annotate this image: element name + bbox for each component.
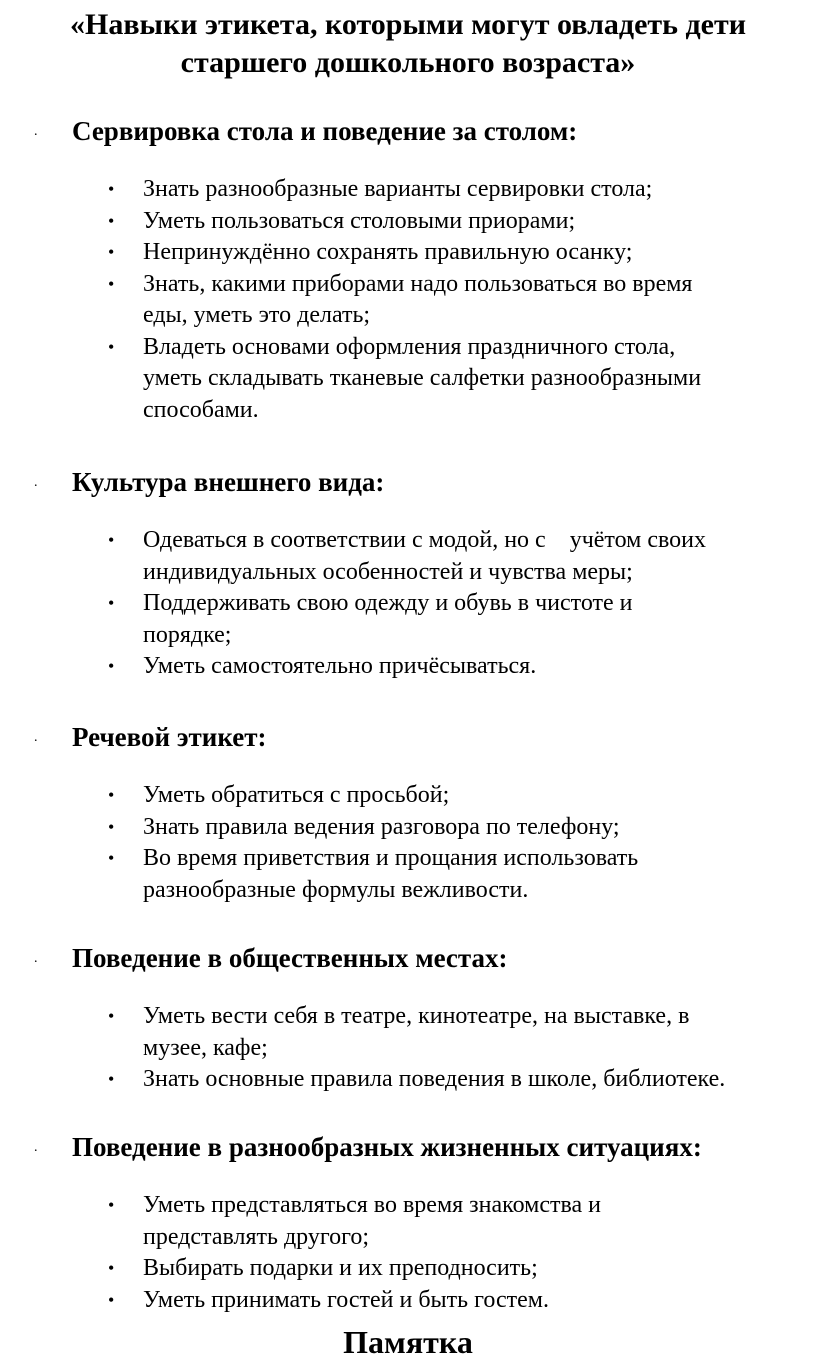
section-speech-etiquette	[0, 720, 816, 906]
bullet-icon: •	[108, 1289, 115, 1310]
bullet-icon: •	[108, 816, 115, 837]
list-item: • Знать основные правила поведения в школе, библиотеке.	[0, 1064, 816, 1096]
page-title	[0, 6, 816, 82]
list-item: • Поддерживать свою одежду и обувь в чистоте и порядке;	[108, 590, 633, 648]
bullet-icon: •	[108, 848, 115, 868]
bullet-icon: •	[108, 210, 115, 231]
title-line-1: «Навыки этикета, которыми могут овладеть дети	[69, 8, 747, 41]
list-item: • Знать правила ведения разговора по телефону;	[0, 812, 816, 844]
section-list	[0, 780, 816, 906]
bullet-icon: •	[108, 656, 115, 676]
bullet-icon: •	[108, 242, 115, 262]
list-item: • Уметь пользоваться столовыми приорами;	[0, 206, 816, 238]
section-header	[0, 941, 816, 981]
section-header	[0, 114, 816, 154]
bullet-icon: •	[108, 1258, 115, 1278]
list-item: • Уметь обратиться с просьбой;	[0, 780, 816, 812]
section-marker: .	[34, 951, 38, 966]
list-item: • Уметь вести себя в театре, кинотеатре, на выставке, в музее, кафе;	[108, 1003, 690, 1061]
bullet-icon: •	[108, 1195, 115, 1215]
section-list	[0, 525, 816, 683]
bullet-icon: •	[108, 273, 115, 294]
section-table-setting	[0, 114, 816, 426]
list-item: • Уметь самостоятельно причёсываться.	[0, 651, 816, 683]
bullet-icon: •	[108, 785, 115, 805]
bullet-icon: •	[108, 593, 115, 613]
bullet-icon: •	[108, 336, 115, 357]
section-heading: Поведение в общественных местах:	[72, 943, 508, 973]
list-item: • Владеть основами оформления праздничного стола, уметь складывать тканевые салфетки разнообразными способами.	[108, 333, 702, 423]
section-list	[0, 174, 816, 426]
list-item: • Знать разнообразные варианты сервировки стола;	[0, 174, 816, 206]
section-header	[0, 720, 816, 760]
bullet-icon: •	[108, 1069, 115, 1089]
title-line-2: старшего дошкольного возраста»	[180, 46, 636, 79]
list-item: • Выбирать подарки и их преподносить;	[0, 1253, 816, 1285]
section-marker: .	[34, 475, 38, 490]
list-item: • Уметь принимать гостей и быть гостем.	[0, 1285, 816, 1317]
bullet-icon: •	[108, 530, 115, 550]
list-item: • Во время приветствия и прощания использовать разнообразные формулы вежливости.	[108, 845, 639, 903]
section-appearance	[0, 465, 816, 683]
section-heading: Поведение в разнообразных жизненных ситуациях:	[72, 1132, 702, 1162]
footer-heading: Памятка	[343, 1324, 473, 1360]
section-life-situations	[0, 1130, 816, 1316]
section-marker: .	[34, 124, 38, 139]
bullet-icon: •	[108, 179, 115, 199]
section-heading: Культура внешнего вида:	[72, 467, 385, 497]
section-heading: Речевой этикет:	[72, 722, 267, 752]
section-list	[0, 1001, 816, 1096]
section-marker: .	[34, 730, 38, 745]
section-list	[0, 1190, 816, 1316]
section-header	[0, 465, 816, 505]
section-public-places	[0, 941, 816, 1096]
section-heading: Сервировка стола и поведение за столом:	[72, 116, 578, 146]
bullet-icon: •	[108, 1006, 115, 1026]
list-item: • Одеваться в соответствии с модой, но с учётом своих индивидуальных особенностей и чувства меры;	[108, 527, 706, 585]
section-header	[0, 1130, 816, 1170]
list-item: • Знать, какими приборами надо пользоваться во время еды, уметь это делать;	[108, 270, 693, 328]
section-marker: .	[34, 1140, 38, 1155]
list-item: • Непринуждённо сохранять правильную осанку;	[0, 237, 816, 269]
list-item: • Уметь представляться во время знакомства и представлять другого;	[108, 1192, 601, 1250]
